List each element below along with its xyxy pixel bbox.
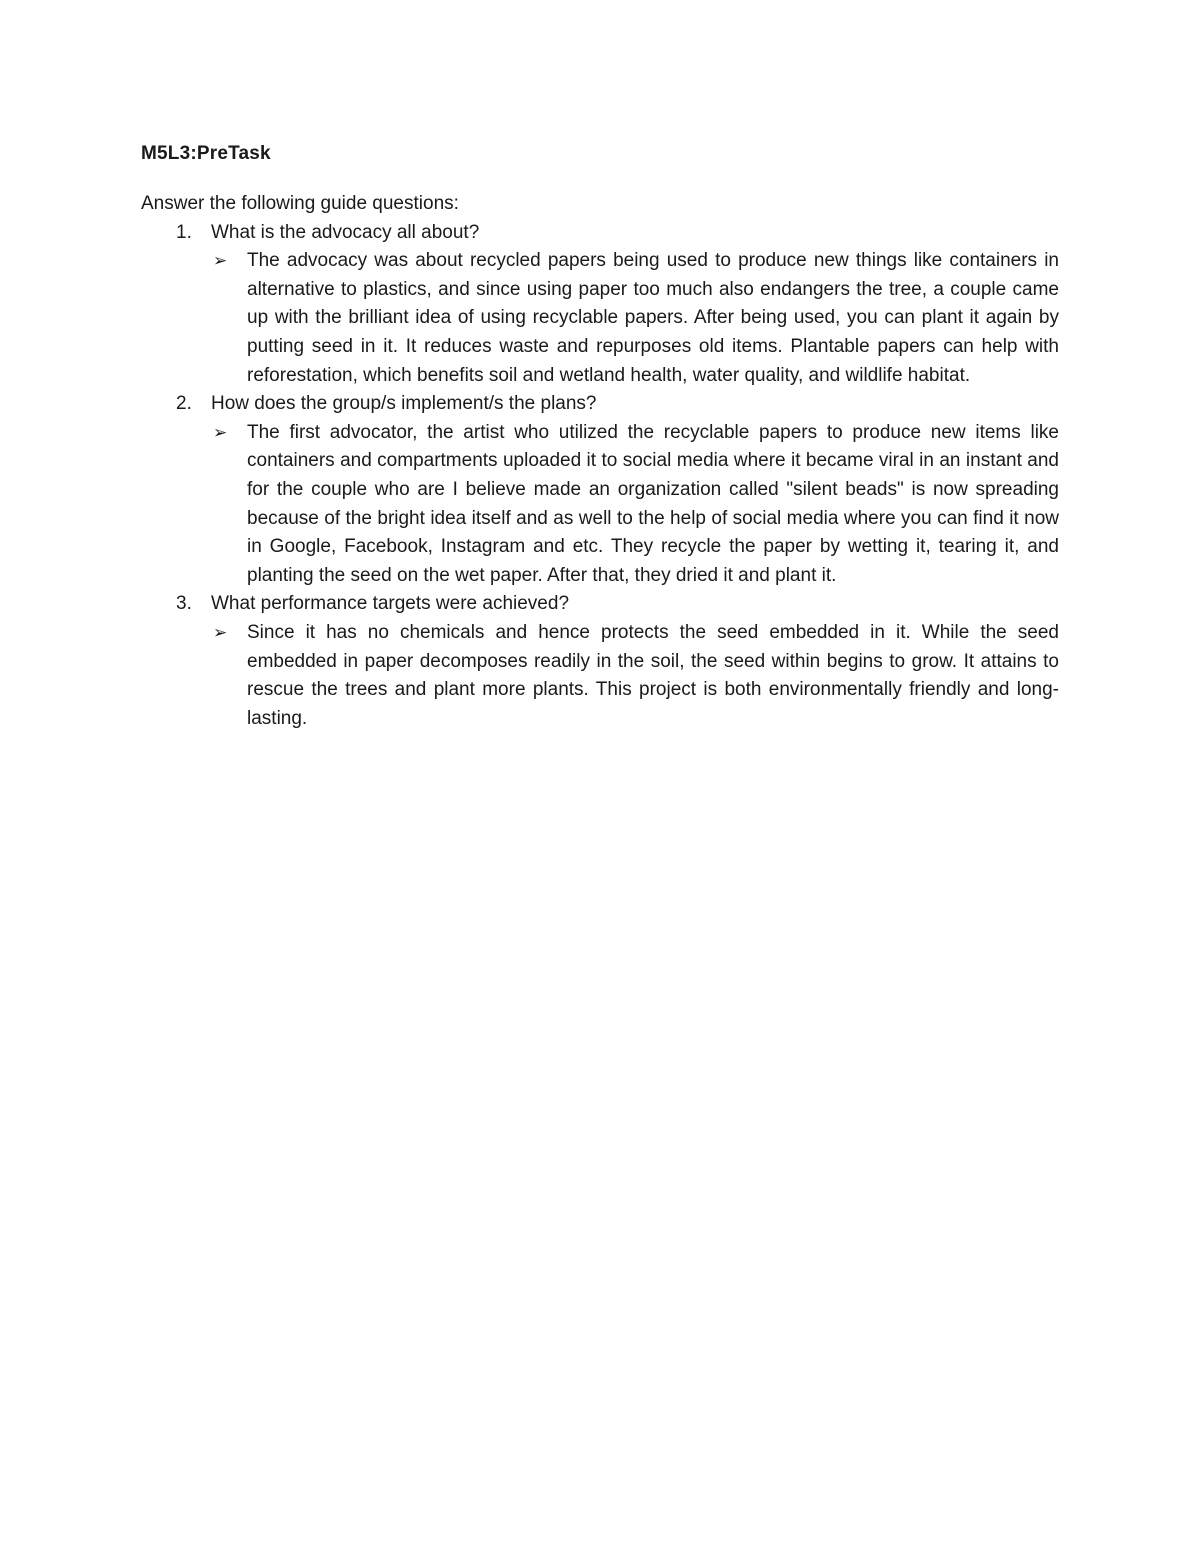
document-body bbox=[141, 140, 1059, 733]
arrow-bullet-icon: ➢ bbox=[213, 622, 228, 643]
question-item-3 bbox=[141, 590, 1059, 733]
intro-text: Answer the following guide questions: bbox=[141, 193, 459, 214]
page-title: M5L3:PreTask bbox=[141, 143, 271, 164]
answer-text: The advocacy was about recycled papers being used to produce new things like containers in alternative to plastics, and since using paper too much also endangers the tree, a couple came up with the brilliant idea of using recyclable papers. After being used, you can plant it again by putting seed in it. It reduces waste and repurposes old items. Plantable papers can help with reforestation, which benefits soil and wetland health, water quality, and wildlife habitat. bbox=[247, 250, 1059, 386]
answer-paragraph bbox=[141, 247, 1059, 390]
answer-text: The first advocator, the artist who utilized the recyclable papers to produce new items like containers and compartments uploaded it to social media where it became viral in an instant and for the couple who are I believe made an organization called "silent beads" is now spreading because of the bright idea itself and as well to the help of social media where you can find it now in Google, Facebook, Instagram and etc. They recycle the paper by wetting it, tearing it, and planting the seed on the wet paper. After that, they dried it and plant it. bbox=[247, 421, 1059, 586]
answer-text: Since it has no chemicals and hence protects the seed embedded in it. While the seed embedded in paper decomposes readily in the soil, the seed within begins to grow. It attains to rescue the trees and plant more plants. This project is both environmentally friendly and long-lasting. bbox=[247, 621, 1059, 729]
question-text: How does the group/s implement/s the plans? bbox=[211, 393, 597, 415]
question-list bbox=[141, 219, 1059, 734]
question-number: 3. bbox=[176, 593, 192, 615]
arrow-bullet-icon: ➢ bbox=[213, 422, 228, 443]
answer-paragraph bbox=[141, 619, 1059, 733]
answer-paragraph bbox=[141, 419, 1059, 591]
question-number: 1. bbox=[176, 221, 192, 243]
question-text: What performance targets were achieved? bbox=[211, 593, 570, 615]
question-number: 2. bbox=[176, 393, 192, 415]
question-text: What is the advocacy all about? bbox=[211, 221, 480, 243]
question-item-2 bbox=[141, 390, 1059, 590]
question-item-1 bbox=[141, 219, 1059, 391]
arrow-bullet-icon: ➢ bbox=[213, 251, 228, 272]
